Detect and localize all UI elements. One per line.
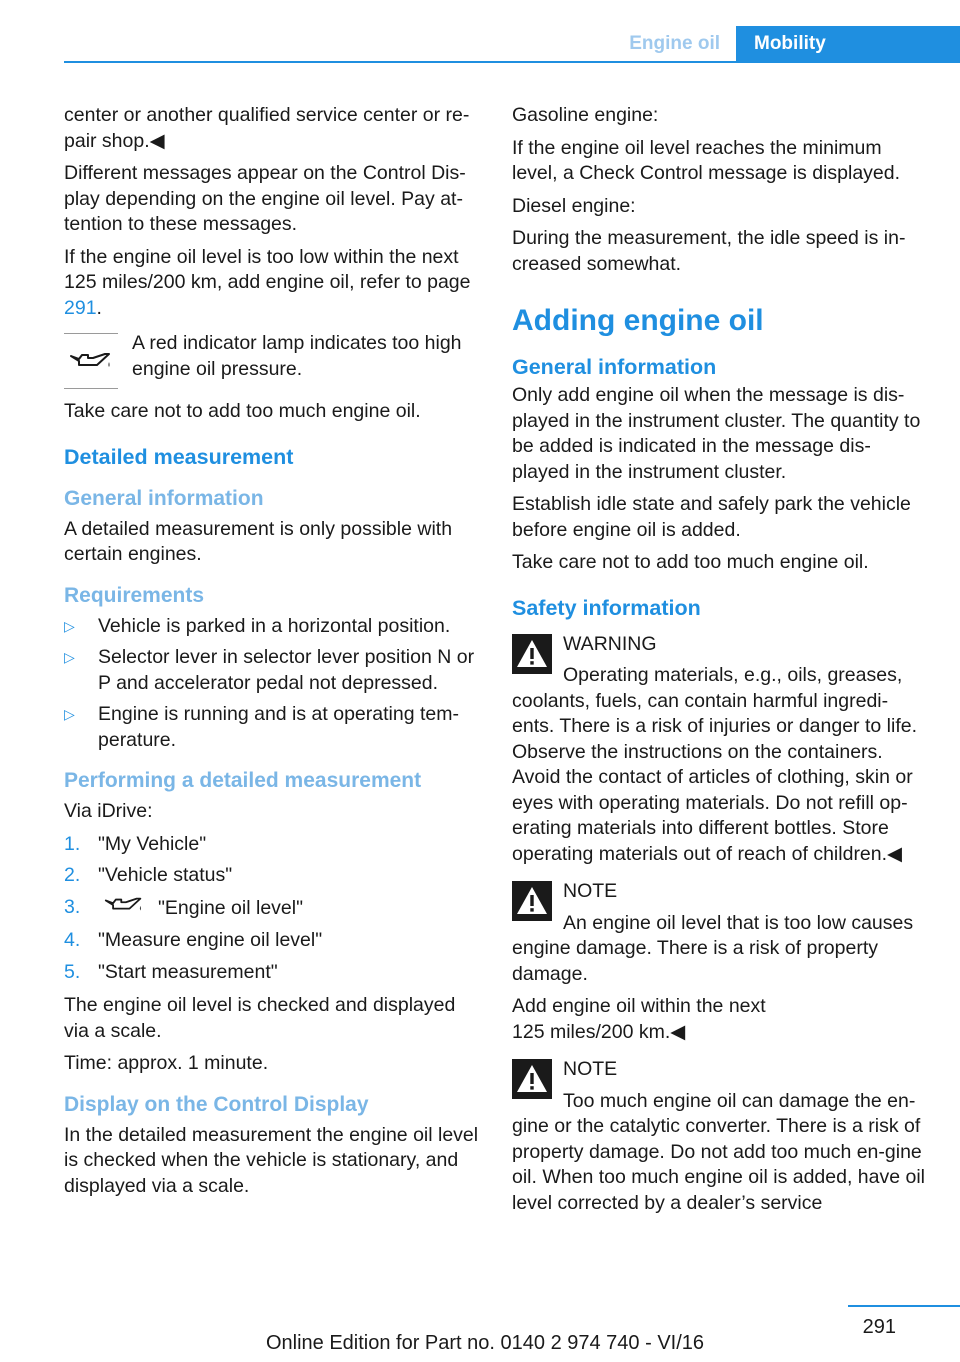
note-title: NOTE bbox=[563, 880, 618, 902]
paragraph: Only add engine oil when the message is dis‐played in the instrument cluster. The quantity to be added is indicated in the message dis‐played in the instrument cluster. bbox=[512, 384, 921, 483]
warning-title: WARNING bbox=[563, 632, 657, 655]
step-number: 1. bbox=[64, 832, 81, 855]
paragraph bbox=[64, 245, 479, 322]
step-number: 2. bbox=[64, 864, 81, 886]
running-header-chapter: Mobility bbox=[736, 26, 960, 61]
paragraph-text: If the engine oil level is too low within the next 125 miles/200 km, add engine oil, refer to page bbox=[64, 245, 471, 293]
heading-general-information: General information bbox=[64, 486, 264, 510]
paragraph: Diesel engine: bbox=[512, 194, 636, 217]
list-item bbox=[64, 645, 479, 696]
paragraph: center or another qualified service center or re‐pair shop.◀ bbox=[64, 104, 470, 152]
step-number: 3. bbox=[64, 895, 81, 918]
left-column bbox=[64, 103, 479, 1206]
heading-safety-information: Safety information bbox=[512, 595, 701, 620]
paragraph: During the measurement, the idle speed is in‐creased somewhat. bbox=[512, 227, 906, 275]
heading-general-information: General information bbox=[512, 355, 717, 379]
note-text: gine or the catalytic converter. There is a risk of property damage. Do not add too much en‐gine oil. When too much engine oil is added, have oil level corrected by a dealer’s service bbox=[512, 1115, 926, 1214]
heading-display-control-display: Display on the Control Display bbox=[64, 1092, 369, 1116]
heading-adding-engine-oil: Adding engine oil bbox=[512, 304, 764, 337]
paragraph: Take care not to add too much engine oil. bbox=[512, 551, 869, 573]
edition-footer: Online Edition for Part no. 0140 2 974 740 - VI/16 bbox=[265, 1332, 705, 1354]
paragraph: If the engine oil level reaches the minimum level, a Check Control message is displayed. bbox=[512, 136, 901, 184]
indicator-lamp-text: A red indicator lamp indicates too high engine oil pressure. bbox=[132, 332, 462, 380]
list-item bbox=[64, 895, 479, 923]
step-text: "Measure engine oil level" bbox=[98, 929, 323, 951]
running-header-section: Engine oil bbox=[629, 33, 720, 54]
list-item-text: Selector lever in selector lever position N or P and accelerator pedal not depressed. bbox=[98, 646, 475, 694]
header-rule bbox=[64, 61, 960, 63]
requirements-list bbox=[64, 614, 479, 754]
step-text: "Vehicle status" bbox=[98, 864, 233, 886]
note-first-line: An engine oil level that is too low causes bbox=[563, 911, 914, 934]
step-number: 5. bbox=[64, 960, 81, 983]
paragraph: Gasoline engine: bbox=[512, 104, 659, 126]
list-item-text: Engine is running and is at operating tem‐perature. bbox=[98, 703, 459, 751]
note-first-line: Too much engine oil can damage the en‐ bbox=[563, 1089, 916, 1112]
step-text: "Start measurement" bbox=[98, 960, 278, 983]
list-item bbox=[64, 832, 479, 858]
step-number: 4. bbox=[64, 929, 81, 951]
heading-detailed-measurement: Detailed measurement bbox=[64, 444, 294, 469]
step-text: "My Vehicle" bbox=[98, 832, 207, 855]
right-column bbox=[512, 103, 926, 1228]
triangle-right-icon: ▷ bbox=[64, 706, 75, 722]
triangle-right-icon: ▷ bbox=[64, 617, 75, 634]
footer-rule bbox=[848, 1305, 960, 1307]
heading-requirements: Requirements bbox=[64, 583, 205, 607]
oil-can-icon bbox=[98, 895, 150, 923]
warning-triangle-icon bbox=[512, 634, 552, 674]
triangle-right-icon: ▷ bbox=[64, 649, 75, 665]
note-text: engine damage. There is a risk of property damage. bbox=[512, 937, 879, 985]
paragraph: Establish idle state and safely park the vehicle before engine oil is added. bbox=[512, 493, 911, 541]
paragraph: In the detailed measurement the engine oil level is checked when the vehicle is stationary, and displayed via a scale. bbox=[64, 1123, 479, 1197]
note-text: Add engine oil within the next 125 miles/200 km.◀ bbox=[512, 995, 766, 1043]
list-item-text: Vehicle is parked in a horizontal position. bbox=[98, 614, 451, 637]
page-reference-link[interactable]: 291 bbox=[64, 296, 97, 319]
note-block bbox=[512, 879, 926, 1045]
list-item bbox=[64, 928, 479, 954]
step-text: "Engine oil level" bbox=[158, 896, 304, 919]
list-item bbox=[64, 863, 479, 889]
paragraph: Different messages appear on the Control Dis‐play depending on the engine oil level. Pay at‐tention to these messages. bbox=[64, 162, 466, 235]
paragraph: The engine oil level is checked and displayed via a scale. bbox=[64, 994, 456, 1042]
note-block bbox=[512, 1057, 926, 1216]
heading-performing-measurement: Performing a detailed measurement bbox=[64, 769, 422, 792]
list-item bbox=[64, 960, 479, 986]
warning-first-line: Operating materials, e.g., oils, greases, bbox=[563, 664, 903, 686]
warning-text: coolants, fuels, can contain harmful ingredi‐ents. There is a risk of injuries or danger to life. Observe the instructions on the containers. Avoid the contact of articles of clothing, skin or eyes with operating materials. Do not refill op‐erating materials into different bottles. Store operating materials out of reach of children.◀ bbox=[512, 689, 917, 865]
list-item bbox=[64, 702, 479, 753]
warning-triangle-icon bbox=[512, 881, 552, 921]
paragraph: Take care not to add too much engine oil. bbox=[64, 400, 421, 422]
note-title: NOTE bbox=[563, 1058, 618, 1080]
page-number: 291 bbox=[862, 1316, 896, 1338]
steps-list bbox=[64, 832, 479, 986]
paragraph: Time: approx. 1 minute. bbox=[64, 1052, 269, 1074]
list-item bbox=[64, 614, 479, 640]
paragraph-end: . bbox=[96, 296, 102, 319]
indicator-lamp-note bbox=[64, 331, 479, 389]
warning-triangle-icon bbox=[512, 1059, 552, 1099]
paragraph: Via iDrive: bbox=[64, 800, 153, 822]
oil-can-icon bbox=[64, 333, 118, 389]
warning-block bbox=[512, 632, 926, 868]
paragraph: A detailed measurement is only possible with certain engines. bbox=[64, 517, 453, 565]
